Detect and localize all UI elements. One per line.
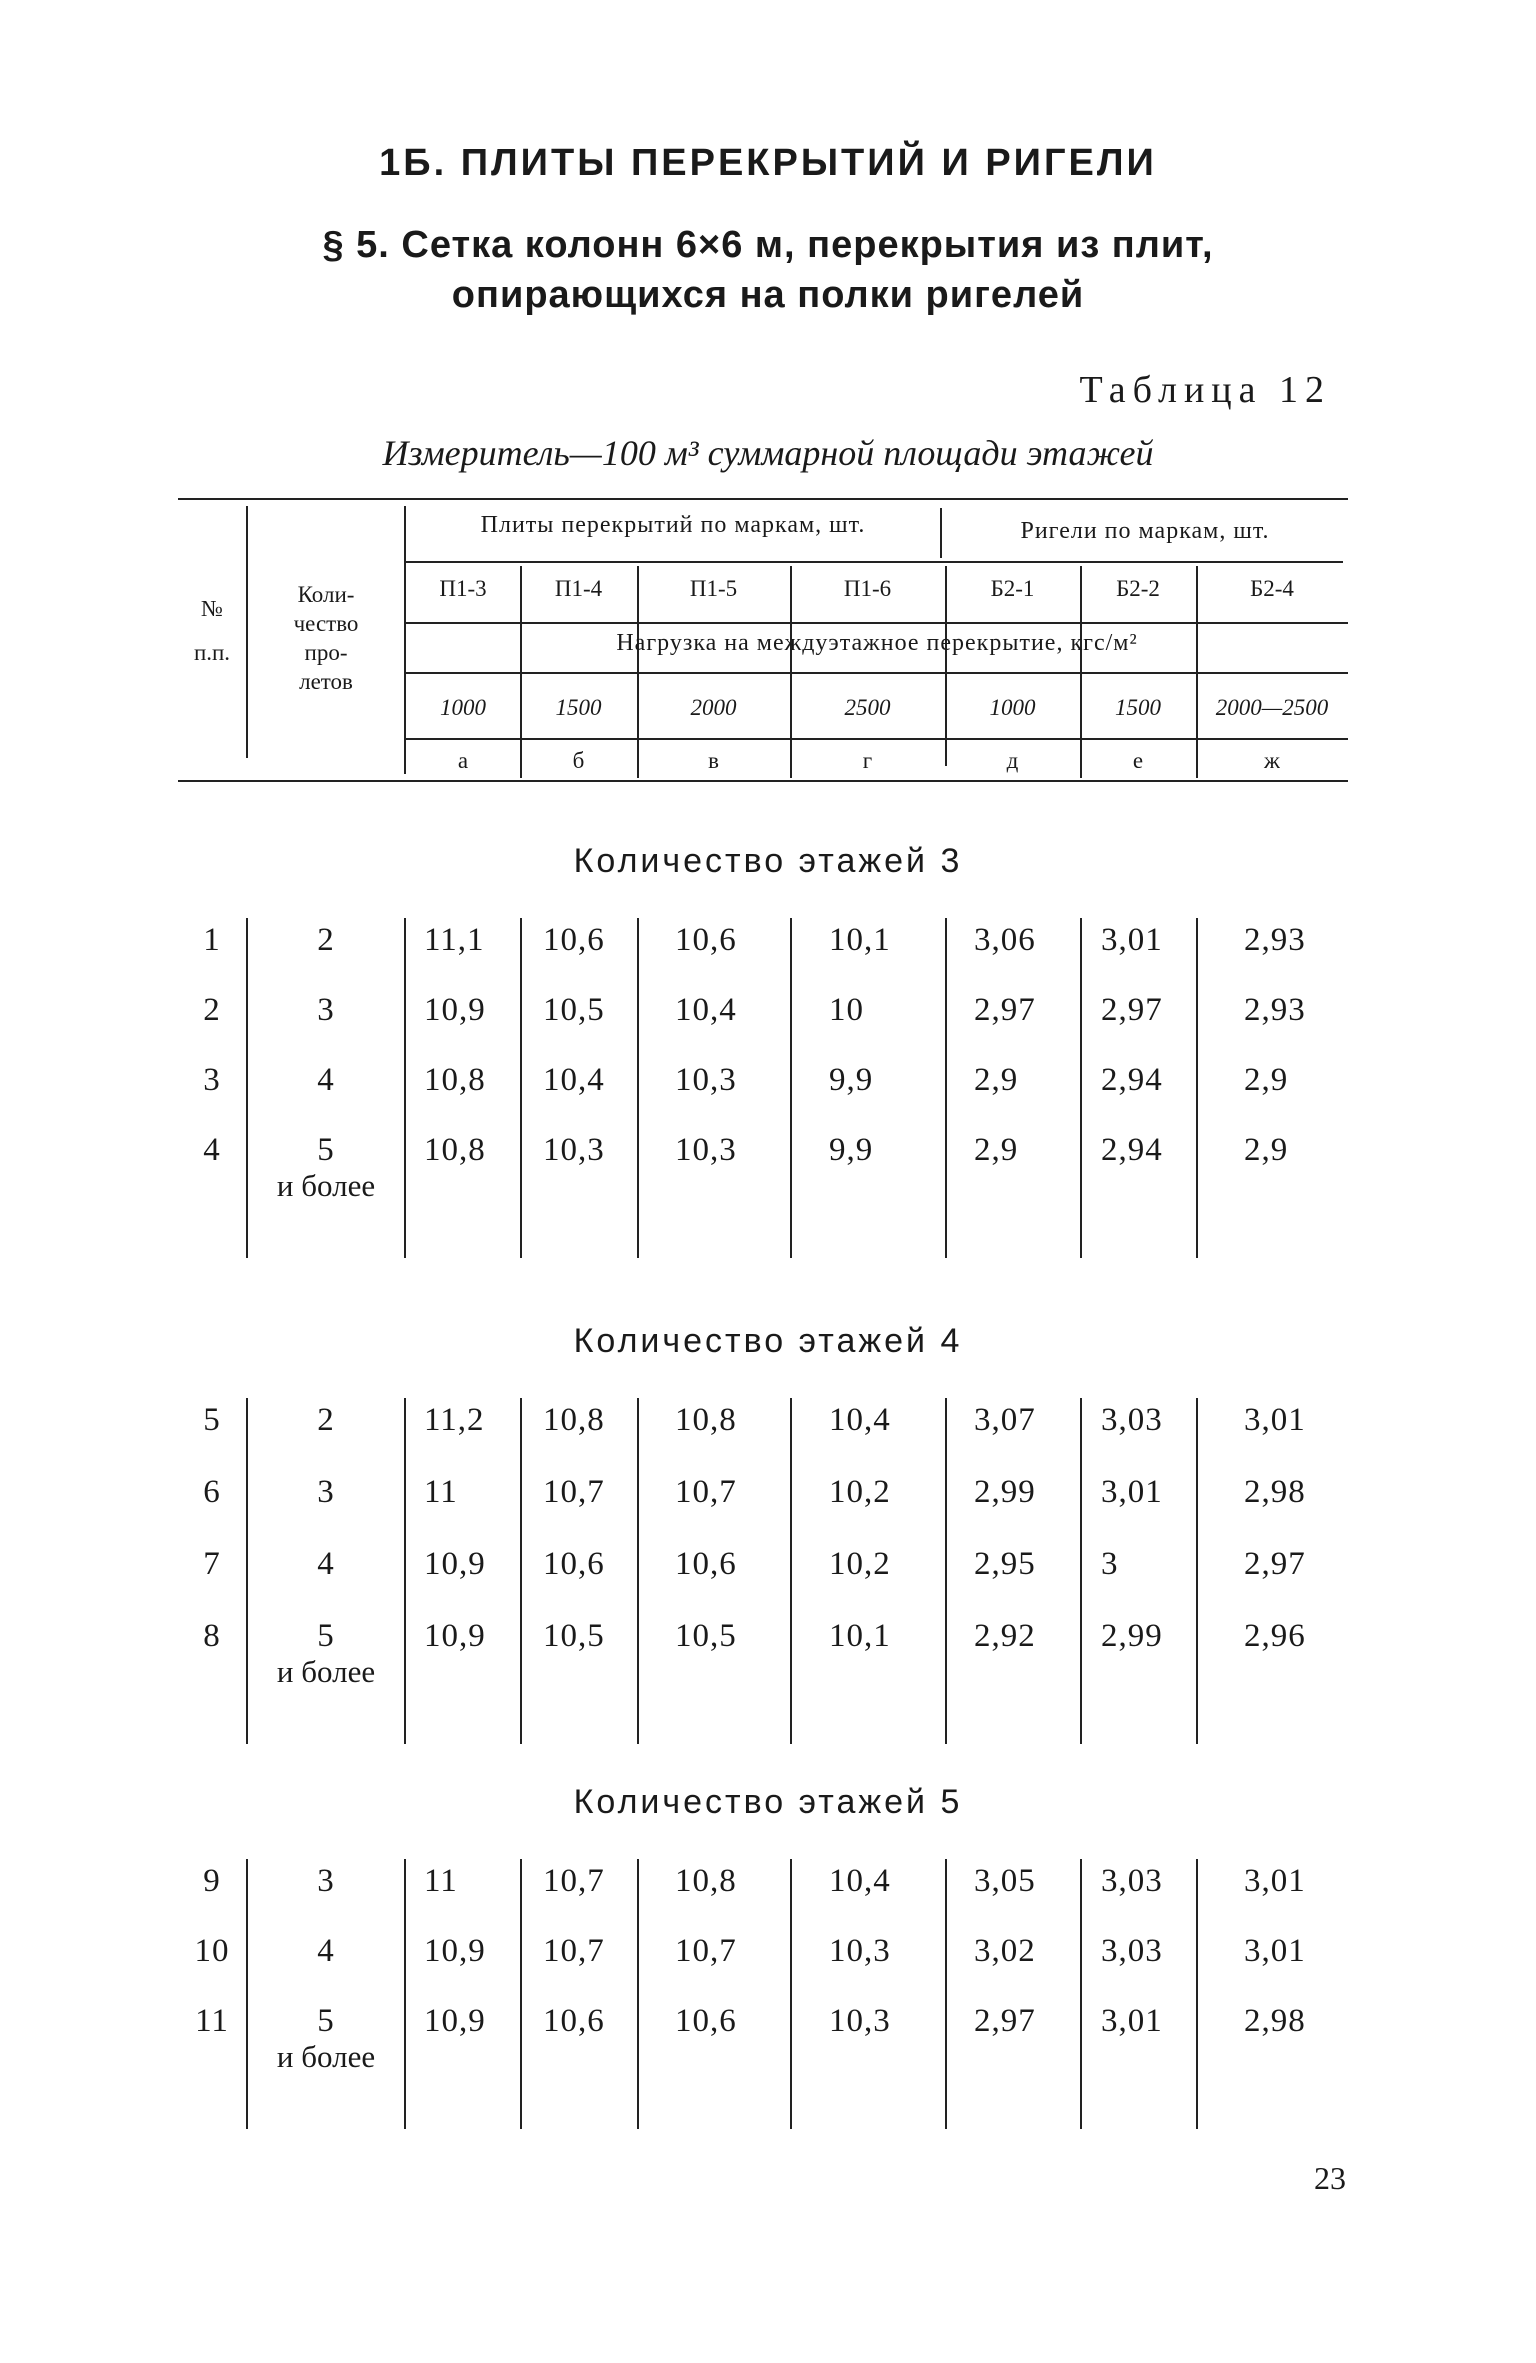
- value-cell: 10,8: [424, 1132, 486, 1168]
- header-bottom-rule: [178, 780, 1348, 782]
- body-vline-4: [637, 1398, 639, 1744]
- value-cell: 10,7: [675, 1474, 737, 1510]
- spans-count: 2: [317, 1402, 335, 1438]
- column-letter: д: [1006, 748, 1019, 773]
- row-number: 3: [203, 1062, 221, 1098]
- value-cell: 10,7: [543, 1863, 605, 1899]
- num-label-2: п.п.: [193, 640, 231, 665]
- spans-count: 4: [317, 1546, 335, 1582]
- load-value: 2000: [690, 695, 737, 720]
- header-marks-rule: [405, 622, 1348, 624]
- header-group-rule: [405, 561, 1343, 563]
- mark-label: Б2-2: [1116, 576, 1160, 601]
- row-number: 2: [203, 992, 221, 1028]
- spans-count: 4: [317, 1062, 335, 1098]
- body-vline-7: [1080, 1398, 1082, 1744]
- column-letter: е: [1132, 748, 1144, 773]
- value-cell: 10,4: [829, 1863, 891, 1899]
- value-cell: 10,7: [543, 1474, 605, 1510]
- row-number: 9: [203, 1863, 221, 1899]
- value-cell: 10,5: [675, 1618, 737, 1654]
- value-cell: 3,03: [1101, 1402, 1163, 1438]
- value-cell: 10,5: [543, 1618, 605, 1654]
- body-vline-5: [790, 1859, 792, 2129]
- body-vline-6: [945, 918, 947, 1258]
- spans-more-label: и более: [276, 2039, 376, 2074]
- spans-more-label: и более: [276, 1168, 376, 1203]
- value-cell: 2,99: [1101, 1618, 1163, 1654]
- body-vline-3: [520, 1398, 522, 1744]
- mark-label: П1-3: [439, 576, 487, 601]
- value-cell: 2,93: [1244, 922, 1306, 958]
- num-label-1: №: [201, 596, 223, 621]
- value-cell: 3,01: [1244, 1863, 1306, 1899]
- value-cell: 10,3: [543, 1132, 605, 1168]
- value-cell: 10,2: [829, 1546, 891, 1582]
- value-cell: 10,6: [675, 2003, 737, 2039]
- value-cell: 10,2: [829, 1474, 891, 1510]
- value-cell: 2,99: [974, 1474, 1036, 1510]
- value-cell: 3,01: [1244, 1402, 1306, 1438]
- header-top-rule: [178, 498, 1348, 500]
- body-vline-7: [1080, 918, 1082, 1258]
- body-vline-5: [790, 918, 792, 1258]
- value-cell: 3,05: [974, 1863, 1036, 1899]
- value-cell: 10,4: [543, 1062, 605, 1098]
- load-value: 2500: [844, 695, 891, 720]
- body-vline-8: [1196, 1398, 1198, 1744]
- value-cell: 2,98: [1244, 2003, 1306, 2039]
- column-letter: ж: [1264, 748, 1280, 773]
- value-cell: 3,03: [1101, 1933, 1163, 1969]
- value-cell: 2,9: [974, 1062, 1019, 1098]
- spans-count: 3: [317, 1863, 335, 1899]
- spans-label-2: чество: [293, 611, 359, 636]
- floor-group-label: Количество этажей 5: [573, 1783, 963, 1821]
- girders-group-label: Ригели по маркам, шт.: [1020, 518, 1270, 544]
- load-value: 1500: [555, 695, 602, 720]
- value-cell: 2,93: [1244, 992, 1306, 1028]
- row-number: 1: [203, 922, 221, 958]
- value-cell: 2,9: [1244, 1062, 1289, 1098]
- value-cell: 10,6: [675, 922, 737, 958]
- value-cell: 2,98: [1244, 1474, 1306, 1510]
- value-cell: 3,01: [1101, 922, 1163, 958]
- spans-count: 5: [317, 1132, 335, 1168]
- body-vline-7: [1080, 1859, 1082, 2129]
- value-cell: 3,07: [974, 1402, 1036, 1438]
- value-cell: 10: [829, 992, 864, 1028]
- floor-group-label: Количество этажей 3: [573, 842, 963, 880]
- row-number: 10: [194, 1933, 230, 1969]
- value-cell: 2,97: [1101, 992, 1163, 1028]
- floor-group-label: Количество этажей 4: [573, 1322, 963, 1360]
- value-cell: 9,9: [829, 1062, 874, 1098]
- spans-label-3: про-: [304, 640, 348, 665]
- paragraph-title: [0, 220, 1536, 320]
- body-vline-3: [520, 918, 522, 1258]
- value-cell: 2,97: [1244, 1546, 1306, 1582]
- load-value: 1500: [1115, 695, 1161, 720]
- value-cell: 10,8: [675, 1402, 737, 1438]
- row-number: 6: [203, 1474, 221, 1510]
- mark-label: П1-4: [554, 576, 603, 601]
- spans-count: 3: [317, 1474, 335, 1510]
- paragraph-title-line-2: опирающихся на полки ригелей: [451, 274, 1085, 316]
- body-vline-4: [637, 1859, 639, 2129]
- mark-label: П1-6: [843, 576, 892, 601]
- value-cell: 11,1: [424, 922, 485, 958]
- section-title: 1Б. ПЛИТЫ ПЕРЕКРЫТИЙ И РИГЕЛИ: [379, 142, 1157, 184]
- value-cell: 10,4: [829, 1402, 891, 1438]
- value-cell: 10,9: [424, 992, 486, 1028]
- body-vline-2: [404, 918, 406, 1258]
- value-cell: 9,9: [829, 1132, 874, 1168]
- load-value: 2000—2500: [1215, 695, 1329, 720]
- value-cell: 10,6: [543, 922, 605, 958]
- value-cell: 2,9: [974, 1132, 1019, 1168]
- value-cell: 10,6: [675, 1546, 737, 1582]
- spans-count: 4: [317, 1933, 335, 1969]
- measure-caption: Измеритель—100 м³ суммарной площади этажей: [382, 433, 1154, 473]
- value-cell: 10,3: [675, 1062, 737, 1098]
- page-number: 23: [1314, 2160, 1346, 2196]
- load-label: Нагрузка на междуэтажное перекрытие, кгс/м²: [616, 630, 1138, 656]
- spans-count: 5: [317, 1618, 335, 1654]
- spans-count: 2: [317, 922, 335, 958]
- row-number: 8: [203, 1618, 221, 1654]
- mark-label: Б2-4: [1250, 576, 1294, 601]
- body-vline-5: [790, 1398, 792, 1744]
- value-cell: 11: [424, 1474, 458, 1510]
- value-cell: 3,01: [1101, 1474, 1163, 1510]
- row-number: 7: [203, 1546, 221, 1582]
- value-cell: 10,6: [543, 2003, 605, 2039]
- value-cell: 10,6: [543, 1546, 605, 1582]
- value-cell: 2,94: [1101, 1062, 1163, 1098]
- body-vline-8: [1196, 1859, 1198, 2129]
- value-cell: 10,9: [424, 1546, 486, 1582]
- value-cell: 10,7: [543, 1933, 605, 1969]
- value-cell: 2,94: [1101, 1132, 1163, 1168]
- body-vline-3: [520, 1859, 522, 2129]
- value-cell: 3,01: [1244, 1933, 1306, 1969]
- spans-more-label: и более: [276, 1654, 376, 1689]
- value-cell: 10,7: [675, 1933, 737, 1969]
- body-vline-6: [945, 1398, 947, 1744]
- spans-label-1: Коли-: [297, 582, 355, 607]
- value-cell: 10,3: [829, 1933, 891, 1969]
- body-vline-2: [404, 1859, 406, 2129]
- value-cell: 2,92: [974, 1618, 1036, 1654]
- spans-count: 3: [317, 992, 335, 1028]
- value-cell: 3: [1101, 1546, 1119, 1582]
- spans-label: [248, 580, 404, 696]
- value-cell: 2,97: [974, 2003, 1036, 2039]
- value-cell: 3,02: [974, 1933, 1036, 1969]
- body-vline-4: [637, 918, 639, 1258]
- value-cell: 10,1: [829, 922, 891, 958]
- value-cell: 2,95: [974, 1546, 1036, 1582]
- mark-label: Б2-1: [990, 576, 1035, 601]
- column-letter: г: [862, 748, 873, 773]
- paragraph-title-line-1: § 5. Сетка колонн 6×6 м, перекрытия из плит,: [322, 224, 1214, 266]
- value-cell: 10,3: [829, 2003, 891, 2039]
- column-letter: б: [572, 748, 585, 773]
- value-cell: 11: [424, 1863, 458, 1899]
- value-cell: 2,97: [974, 992, 1036, 1028]
- column-letter: а: [457, 748, 469, 773]
- value-cell: 10,9: [424, 1933, 486, 1969]
- row-number: 4: [203, 1132, 221, 1168]
- table-label: Таблица 12: [1079, 369, 1331, 411]
- value-cell: 10,8: [424, 1062, 486, 1098]
- spans-label-4: летов: [299, 669, 353, 694]
- value-cell: 10,9: [424, 1618, 486, 1654]
- load-value: 1000: [989, 695, 1036, 720]
- value-cell: 10,8: [675, 1863, 737, 1899]
- header-loads-rule: [405, 738, 1348, 740]
- value-cell: 10,3: [675, 1132, 737, 1168]
- value-cell: 2,9: [1244, 1132, 1289, 1168]
- value-cell: 10,5: [543, 992, 605, 1028]
- value-cell: 10,1: [829, 1618, 891, 1654]
- load-value: 1000: [440, 695, 486, 720]
- mark-label: П1-5: [689, 576, 738, 601]
- plates-group-label: Плиты перекрытий по маркам, шт.: [480, 512, 866, 538]
- value-cell: 3,01: [1101, 2003, 1163, 2039]
- spans-count: 5: [317, 2003, 335, 2039]
- value-cell: 3,03: [1101, 1863, 1163, 1899]
- row-number: 5: [203, 1402, 221, 1438]
- value-cell: 3,06: [974, 922, 1036, 958]
- value-cell: 10,8: [543, 1402, 605, 1438]
- value-cell: 11,2: [424, 1402, 485, 1438]
- body-vline-8: [1196, 918, 1198, 1258]
- header-load-rule: [405, 672, 1348, 674]
- value-cell: 10,9: [424, 2003, 486, 2039]
- column-letter: в: [708, 748, 719, 773]
- value-cell: 2,96: [1244, 1618, 1306, 1654]
- value-cell: 10,4: [675, 992, 737, 1028]
- body-vline-2: [404, 1398, 406, 1744]
- body-vline-6: [945, 1859, 947, 2129]
- row-number: 11: [195, 2003, 229, 2039]
